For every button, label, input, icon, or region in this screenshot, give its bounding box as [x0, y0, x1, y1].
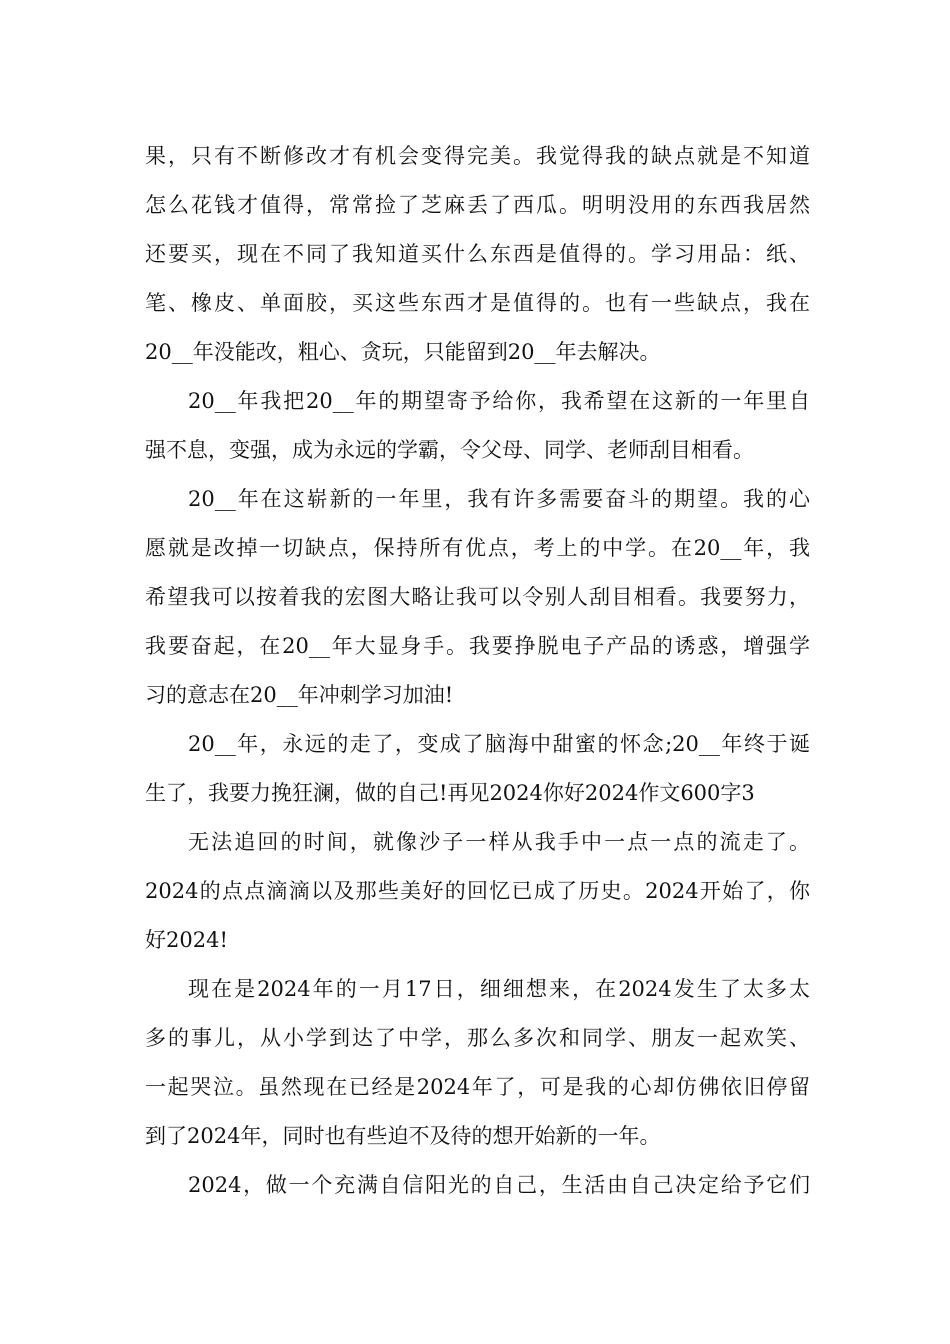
text-line: 现在是2024年的一月17日，细细想来，在2024发生了太多太: [188, 977, 810, 1001]
text-line: 多的事儿，从小学到达了中学，那么多次和同学、朋友一起欢笑、: [145, 1026, 810, 1050]
text-line: 20__年没能改，粗心、贪玩，只能留到20__年去解决。: [145, 340, 661, 364]
text-line: 我要奋起，在20__年大显身手。我要挣脱电子产品的诱惑，增强学: [145, 634, 810, 658]
text-line: 希望我可以按着我的宏图大略让我可以令别人刮目相看。我要努力，: [145, 585, 810, 609]
text-line: 愿就是改掉一切缺点，保持所有优点，考上的中学。在20__年，我: [145, 536, 810, 560]
text-line: 果，只有不断修改才有机会变得完美。我觉得我的缺点就是不知道: [145, 144, 810, 168]
text-line: 20__年在这崭新的一年里，我有许多需要奋斗的期望。我的心: [188, 487, 810, 511]
text-line: 20__年我把20__年的期望寄予给你，我希望在这新的一年里自: [188, 389, 810, 413]
text-line: 生了，我要力挽狂澜，做的自己!再见2024你好2024作文600字3: [145, 781, 755, 805]
text-line: 无法追回的时间，就像沙子一样从我手中一点一点的流走了。: [188, 830, 810, 854]
text-line: 到了2024年，同时也有些迫不及待的想开始新的一年。: [145, 1124, 661, 1148]
text-line: 怎么花钱才值得，常常捡了芝麻丢了西瓜。明明没用的东西我居然: [145, 193, 810, 217]
text-line: 2024，做一个充满自信阳光的自己，生活由自己决定给予它们: [188, 1173, 810, 1197]
article-body: [145, 132, 810, 1210]
text-line: 20__年，永远的走了，变成了脑海中甜蜜的怀念;20__年终于诞: [188, 732, 810, 756]
text-line: 笔、橡皮、单面胶，买这些东西才是值得的。也有一些缺点，我在: [145, 291, 810, 315]
text-line: 强不息，变强，成为永远的学霸，令父母、同学、老师刮目相看。: [145, 438, 754, 462]
text-line: 还要买，现在不同了我知道买什么东西是值得的。学习用品：纸、: [145, 242, 810, 266]
text-line: 一起哭泣。虽然现在已经是2024年了，可是我的心却仿佛依旧停留: [145, 1075, 810, 1099]
text-line: 习的意志在20__年冲刺学习加油!: [145, 683, 454, 707]
text-line: 好2024!: [145, 928, 228, 952]
text-line: 2024的点点滴滴以及那些美好的回忆已成了历史。2024开始了，你: [145, 879, 810, 903]
